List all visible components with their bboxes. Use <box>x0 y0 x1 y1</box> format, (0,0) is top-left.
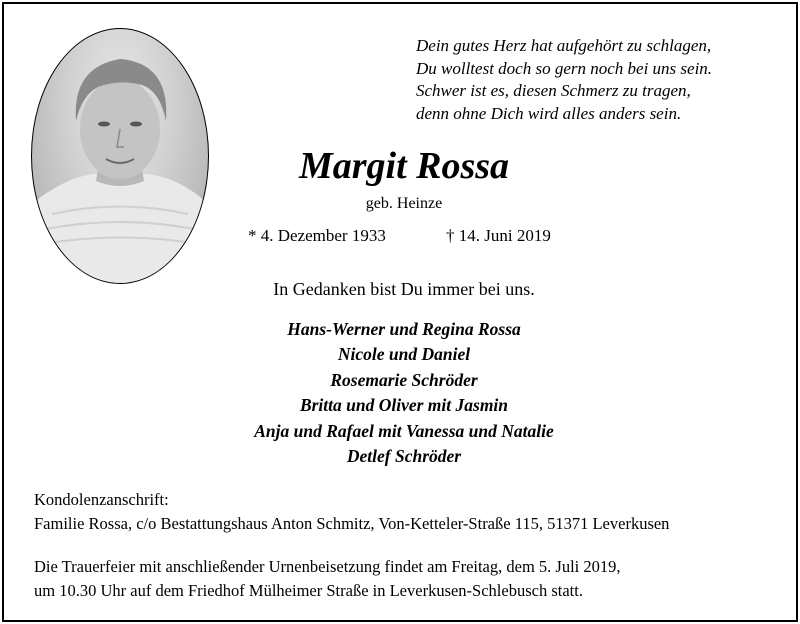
portrait-photo <box>31 28 209 284</box>
poem-line: denn ohne Dich wird alles anders sein. <box>416 103 682 123</box>
funeral-info <box>34 555 774 603</box>
mourner: Nicole und Daniel <box>337 344 471 365</box>
poem <box>416 35 776 125</box>
poem-line: Dein gutes Herz hat aufgehört zu schlagen, <box>416 36 712 55</box>
mourner: Detlef Schröder <box>346 446 462 467</box>
funeral-line: um 10.30 Uhr auf dem Friedhof Mülheimer Straße in Leverkusen-Schlebusch statt. <box>34 581 583 600</box>
obituary-notice <box>2 2 798 622</box>
mourner: Hans-Werner und Regina Rossa <box>287 319 521 339</box>
mourner: Britta und Oliver mit Jasmin <box>299 395 509 416</box>
funeral-line: Die Trauerfeier mit anschließender Urnenbeisetzung findet am Freitag, dem 5. Juli 2019, <box>34 557 621 576</box>
mourners-list <box>154 317 654 469</box>
condolence-address <box>34 488 774 536</box>
mourner: Rosemarie Schröder <box>330 369 478 390</box>
portrait-illustration <box>32 29 208 283</box>
memorial-line: In Gedanken bist Du immer bei uns. <box>273 279 535 299</box>
birth-date: * 4. Dezember 1933 <box>248 226 386 245</box>
poem-line: Du wolltest doch so gern noch bei uns sein. <box>416 58 713 78</box>
maiden-name: geb. Heinze <box>365 195 443 212</box>
mourner: Anja und Rafael mit Vanessa und Natalie <box>254 420 554 441</box>
deceased-name: Margit Rossa <box>298 145 510 187</box>
death-date: † 14. Juni 2019 <box>446 226 551 245</box>
condolence-text: Familie Rossa, c/o Bestattungshaus Anton Schmitz, Von-Ketteler-Straße 115, 51371 Leverkusen <box>34 514 670 533</box>
poem-line: Schwer ist es, diesen Schmerz zu tragen, <box>416 81 691 100</box>
condolence-label: Kondolenzanschrift: <box>34 490 169 509</box>
